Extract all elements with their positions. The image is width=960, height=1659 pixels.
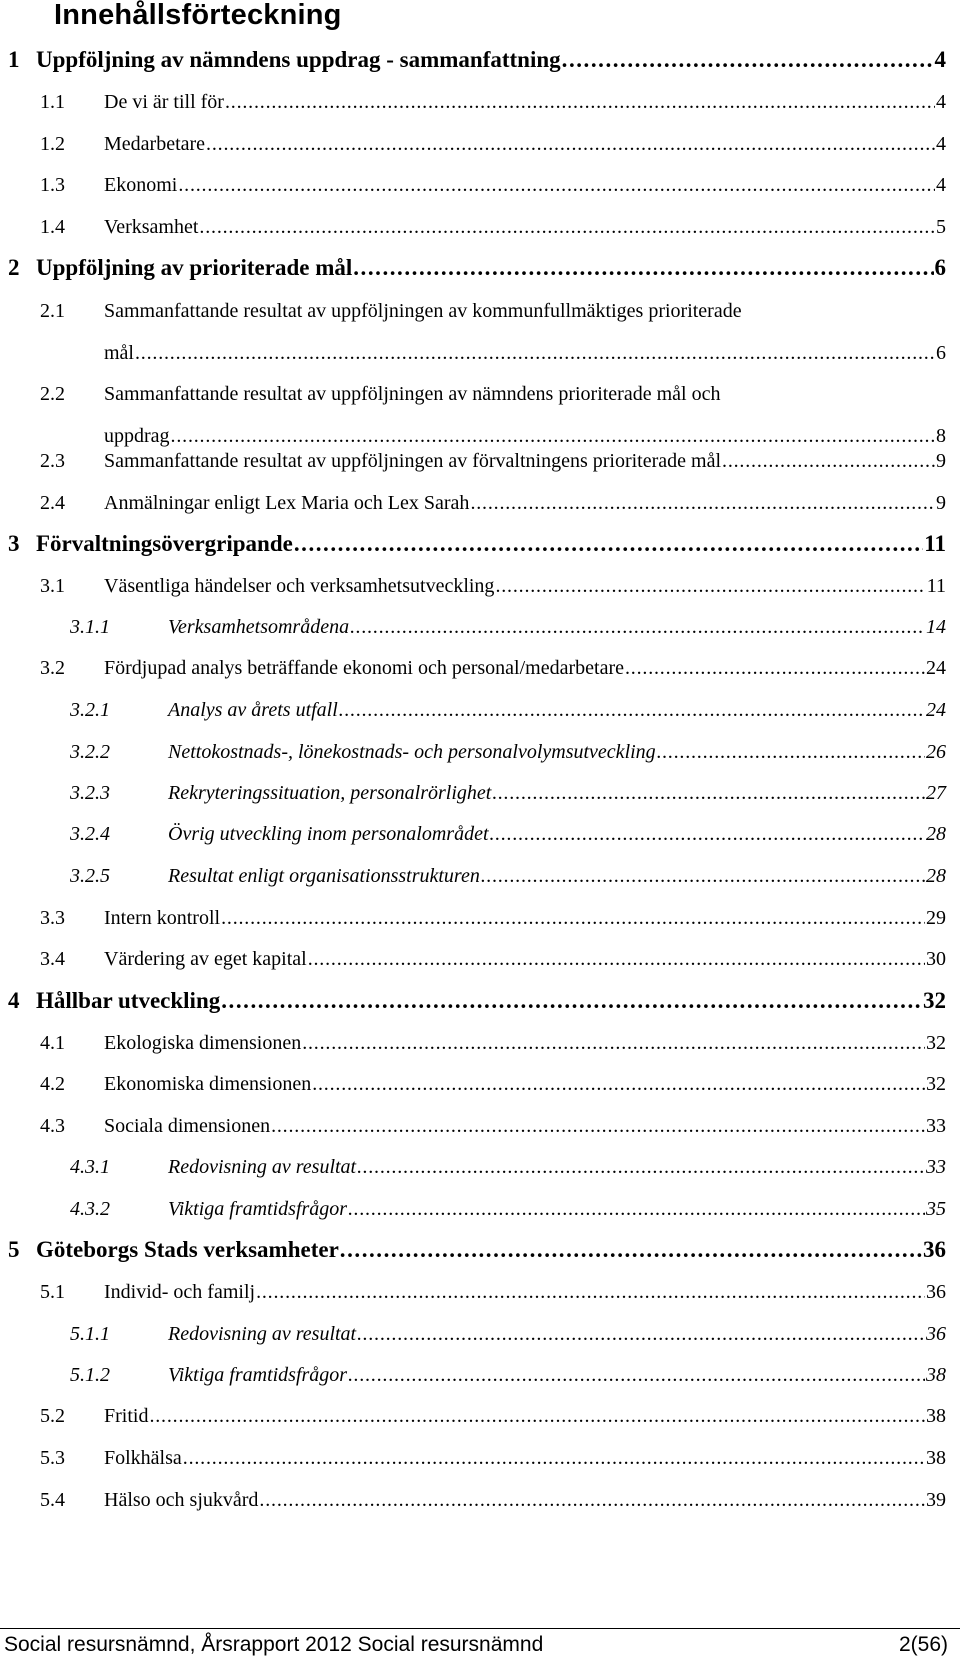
toc-entry-title: Övrig utveckling inom personalområdet bbox=[168, 823, 489, 845]
toc-entry-2-3[interactable] bbox=[0, 446, 960, 476]
toc-entry-page: 11 bbox=[926, 575, 946, 597]
toc-entry-page: 4 bbox=[934, 47, 946, 72]
toc-entry-page: 36 bbox=[926, 1323, 946, 1345]
toc-entry-number: 3.2.3 bbox=[70, 782, 110, 804]
toc-entry-page: 29 bbox=[926, 907, 946, 929]
toc-entry-number: 1.4 bbox=[40, 216, 65, 238]
dot-leader bbox=[470, 488, 935, 518]
toc-entry-title: Sammanfattande resultat av uppföljningen av förvaltningens prioriterade mål bbox=[104, 450, 722, 472]
toc-entry-page: 11 bbox=[924, 531, 946, 556]
toc-entry-3-2-5[interactable] bbox=[0, 861, 960, 891]
toc-entry-title: Fritid bbox=[104, 1405, 149, 1427]
toc-entry-number: 5.3 bbox=[40, 1447, 65, 1469]
dot-leader bbox=[495, 571, 925, 601]
toc-entry-number: 5 bbox=[8, 1237, 20, 1262]
toc-entry-line bbox=[104, 1443, 946, 1473]
toc-entry-1-2[interactable] bbox=[0, 129, 960, 159]
toc-entry-number: 5.1.1 bbox=[70, 1323, 110, 1345]
toc-entry-5-3[interactable] bbox=[0, 1443, 960, 1473]
toc-entry-number: 5.1.2 bbox=[70, 1364, 110, 1386]
toc-entry-page: 36 bbox=[926, 1281, 946, 1303]
toc-entry-5-2[interactable] bbox=[0, 1401, 960, 1431]
toc-entry-number: 5.1 bbox=[40, 1281, 65, 1303]
toc-entry-title: Ekologiska dimensionen bbox=[104, 1032, 302, 1054]
dot-leader bbox=[302, 1028, 925, 1058]
toc-entry-title: Anmälningar enligt Lex Maria och Lex Sarah bbox=[104, 492, 470, 514]
toc-entry-page: 6 bbox=[936, 342, 946, 364]
toc-entry-line bbox=[104, 129, 946, 159]
toc-entry-page: 26 bbox=[926, 741, 946, 763]
toc-entry-line bbox=[104, 653, 946, 683]
toc-entry-page: 9 bbox=[936, 492, 946, 514]
toc-entry-number: 2.3 bbox=[40, 450, 65, 472]
footer-document-title: Social resursnämnd, Årsrapport 2012 Social resursnämnd bbox=[4, 1633, 544, 1656]
toc-entry-page: 5 bbox=[936, 216, 946, 238]
toc-entry-3[interactable] bbox=[0, 529, 960, 559]
dot-leader bbox=[294, 529, 923, 559]
toc-entry-title: Väsentliga händelser och verksamhetsutveckling bbox=[104, 575, 495, 597]
toc-entry-line bbox=[104, 338, 946, 368]
toc-entry-title: Folkhälsa bbox=[104, 1447, 182, 1469]
toc-entry-number: 2.1 bbox=[40, 300, 65, 322]
toc-entry-page: 32 bbox=[926, 1073, 946, 1095]
toc-entry-line bbox=[104, 212, 946, 242]
toc-entry-4-1[interactable] bbox=[0, 1028, 960, 1058]
dot-leader bbox=[256, 1277, 925, 1307]
toc-entry-page: 36 bbox=[923, 1237, 946, 1262]
toc-entry-number: 4.3.1 bbox=[70, 1156, 110, 1178]
toc-entry-line bbox=[104, 944, 946, 974]
toc-entry-page: 32 bbox=[926, 1032, 946, 1054]
toc-entry-4-3[interactable] bbox=[0, 1111, 960, 1141]
toc-entry-line bbox=[104, 1277, 946, 1307]
toc-entry-page: 24 bbox=[926, 699, 946, 721]
toc-entry-title: De vi är till för bbox=[104, 91, 224, 113]
toc-entry-title: Rekryteringssituation, personalrörlighet bbox=[168, 782, 492, 804]
toc-entry-page: 27 bbox=[926, 782, 946, 804]
dot-leader bbox=[199, 212, 935, 242]
toc-entry-number: 2 bbox=[8, 255, 20, 280]
toc-entry-page: 14 bbox=[926, 616, 946, 638]
toc-entry-title: Intern kontroll bbox=[104, 907, 221, 929]
toc-entry-number: 4 bbox=[8, 988, 20, 1013]
toc-entry-line bbox=[104, 903, 946, 933]
dot-leader bbox=[348, 1194, 925, 1224]
toc-entry-3-3[interactable] bbox=[0, 903, 960, 933]
toc-entry-number: 4.3 bbox=[40, 1115, 65, 1137]
toc-entry-number: 3.2.2 bbox=[70, 741, 110, 763]
toc-entry-number: 2.2 bbox=[40, 383, 65, 405]
toc-entry-line bbox=[168, 819, 946, 849]
toc-entry-line bbox=[168, 861, 946, 891]
toc-entry-title: Viktiga framtidsfrågor bbox=[168, 1198, 348, 1220]
dot-leader bbox=[206, 129, 935, 159]
toc-entry-title: Sammanfattande resultat av uppföljningen av kommunfullmäktiges prioriterade bbox=[104, 300, 742, 322]
toc-entry-title: Hälso och sjukvård bbox=[104, 1489, 259, 1511]
toc-entry-3-4[interactable] bbox=[0, 944, 960, 974]
toc-entry-3-2-1[interactable] bbox=[0, 695, 960, 725]
toc-entry-line bbox=[36, 529, 946, 559]
toc-entry-page: 24 bbox=[926, 657, 946, 679]
toc-entry-title: Viktiga framtidsfrågor bbox=[168, 1364, 348, 1386]
toc-entry-number: 3.2.4 bbox=[70, 823, 110, 845]
toc-entry-5-1-2[interactable] bbox=[0, 1360, 960, 1390]
toc-entry-title: Göteborgs Stads verksamheter bbox=[36, 1237, 339, 1262]
toc-entry-line bbox=[36, 986, 946, 1016]
dot-leader bbox=[259, 1485, 925, 1515]
toc-entry-title: Fördjupad analys beträffande ekonomi och personal/medarbetare bbox=[104, 657, 624, 679]
toc-entry-line bbox=[104, 87, 946, 117]
toc-entry-line bbox=[168, 1152, 946, 1182]
toc-entry-page: 38 bbox=[926, 1447, 946, 1469]
dot-leader bbox=[625, 653, 925, 683]
toc-entry-number: 1.2 bbox=[40, 133, 65, 155]
toc-entry-page: 9 bbox=[936, 450, 946, 472]
toc-entry-page: 32 bbox=[923, 988, 946, 1013]
toc-entry-page: 6 bbox=[934, 255, 946, 280]
toc-entry-line bbox=[104, 1028, 946, 1058]
dot-leader bbox=[357, 1152, 925, 1182]
toc-entry-line bbox=[168, 695, 946, 725]
toc-entry-title: Individ- och familj bbox=[104, 1281, 256, 1303]
toc-entry-number: 3.1 bbox=[40, 575, 65, 597]
toc-entry-number: 3 bbox=[8, 531, 20, 556]
toc-entry-number: 3.4 bbox=[40, 948, 65, 970]
toc-entry-1[interactable] bbox=[0, 45, 960, 75]
dot-leader bbox=[183, 1443, 925, 1473]
toc-entry-title: Verksamhetsområdena bbox=[168, 616, 350, 638]
toc-entry-1-3[interactable] bbox=[0, 170, 960, 200]
dot-leader bbox=[353, 253, 933, 283]
toc-entry-line bbox=[36, 45, 946, 75]
toc-entry-title: Förvaltningsövergripande bbox=[36, 531, 293, 556]
toc-entry-line bbox=[168, 1319, 946, 1349]
dot-leader bbox=[312, 1069, 925, 1099]
dot-leader bbox=[221, 903, 925, 933]
toc-entry-title: Ekonomiska dimensionen bbox=[104, 1073, 312, 1095]
toc-entry-number: 1.3 bbox=[40, 174, 65, 196]
toc-entry-line bbox=[104, 1111, 946, 1141]
toc-entry-line bbox=[36, 253, 946, 283]
toc-entry-3-1[interactable] bbox=[0, 571, 960, 601]
toc-entry-page: 39 bbox=[926, 1489, 946, 1511]
toc-entry-number: 5.4 bbox=[40, 1489, 65, 1511]
toc-entry-line bbox=[104, 1069, 946, 1099]
dot-leader bbox=[350, 612, 925, 642]
footer-divider bbox=[0, 1628, 960, 1629]
toc-entry-line bbox=[104, 1401, 946, 1431]
toc-entry-page: 4 bbox=[936, 174, 946, 196]
toc-entry-title: Uppföljning av prioriterade mål bbox=[36, 255, 353, 280]
dot-leader bbox=[340, 1235, 922, 1265]
toc-entry-3-2-2[interactable] bbox=[0, 737, 960, 767]
toc-entry-5-1[interactable] bbox=[0, 1277, 960, 1307]
toc-entry-number: 3.3 bbox=[40, 907, 65, 929]
toc-entry-title: Resultat enligt organisationsstrukturen bbox=[168, 865, 480, 887]
toc-entry-title: Verksamhet bbox=[104, 216, 199, 238]
toc-entry-line bbox=[36, 1235, 946, 1265]
toc-entry-title: Sociala dimensionen bbox=[104, 1115, 271, 1137]
toc-entry-line bbox=[104, 1485, 946, 1515]
footer-page-number: 2(56) bbox=[898, 1633, 948, 1656]
toc-entry-2-2[interactable] bbox=[0, 379, 960, 451]
dot-leader bbox=[562, 45, 934, 75]
toc-entry-2-1[interactable] bbox=[0, 296, 960, 368]
toc-entry-number: 1.1 bbox=[40, 91, 65, 113]
toc-entry-number: 4.1 bbox=[40, 1032, 65, 1054]
toc-entry-line bbox=[168, 612, 946, 642]
dot-leader bbox=[339, 695, 925, 725]
dot-leader bbox=[481, 861, 925, 891]
page-title: Innehållsförteckning bbox=[54, 0, 342, 31]
toc-entry-title-continued: mål bbox=[104, 342, 134, 364]
toc-entry-1-1[interactable] bbox=[0, 87, 960, 117]
toc-entry-page: 8 bbox=[936, 425, 946, 447]
toc-entry-number: 1 bbox=[8, 47, 20, 72]
dot-leader bbox=[178, 170, 935, 200]
dot-leader bbox=[348, 1360, 925, 1390]
toc-entry-page: 38 bbox=[926, 1405, 946, 1427]
toc-entry-page: 28 bbox=[926, 865, 946, 887]
toc-entry-number: 4.2 bbox=[40, 1073, 65, 1095]
toc-entry-4-3-1[interactable] bbox=[0, 1152, 960, 1182]
toc-entry-number: 3.1.1 bbox=[70, 616, 110, 638]
toc-entry-3-2-3[interactable] bbox=[0, 778, 960, 808]
dot-leader bbox=[149, 1401, 925, 1431]
toc-entry-title: Nettokostnads-, lönekostnads- och personalvolymsutveckling bbox=[168, 741, 656, 763]
toc-entry-number: 3.2.5 bbox=[70, 865, 110, 887]
toc-entry-title: Värdering av eget kapital bbox=[104, 948, 307, 970]
dot-leader bbox=[490, 819, 926, 849]
toc-entry-title: Analys av årets utfall bbox=[168, 699, 338, 721]
toc-entry-page: 28 bbox=[926, 823, 946, 845]
toc-entry-5-4[interactable] bbox=[0, 1485, 960, 1515]
toc-entry-number: 2.4 bbox=[40, 492, 65, 514]
toc-entry-number: 3.2.1 bbox=[70, 699, 110, 721]
toc-entry-page: 30 bbox=[926, 948, 946, 970]
dot-leader bbox=[225, 87, 935, 117]
toc-entry-page: 4 bbox=[936, 91, 946, 113]
toc-entry-line bbox=[168, 737, 946, 767]
toc-entry-number: 3.2 bbox=[40, 657, 65, 679]
toc-entry-number: 4.3.2 bbox=[70, 1198, 110, 1220]
toc-entry-title: Ekonomi bbox=[104, 174, 178, 196]
toc-entry-number: 5.2 bbox=[40, 1405, 65, 1427]
toc-entry-title: Uppföljning av nämndens uppdrag - sammanfattning bbox=[36, 47, 561, 72]
toc-entry-page: 35 bbox=[926, 1198, 946, 1220]
toc-entry-4-3-2[interactable] bbox=[0, 1194, 960, 1224]
toc-entry-title: Redovisning av resultat bbox=[168, 1156, 357, 1178]
toc-entry-page: 4 bbox=[936, 133, 946, 155]
toc-entry-title: Sammanfattande resultat av uppföljningen av nämndens prioriterade mål och bbox=[104, 383, 721, 405]
toc-entry-page: 33 bbox=[926, 1156, 946, 1178]
dot-leader bbox=[657, 737, 925, 767]
toc-entry-line bbox=[168, 1194, 946, 1224]
dot-leader bbox=[135, 338, 935, 368]
toc-entry-page: 38 bbox=[926, 1364, 946, 1386]
dot-leader bbox=[308, 944, 925, 974]
toc-entry-page: 33 bbox=[926, 1115, 946, 1137]
toc-entry-2-4[interactable] bbox=[0, 488, 960, 518]
toc-entry-line bbox=[168, 1360, 946, 1390]
toc-entry-title: Hållbar utveckling bbox=[36, 988, 221, 1013]
toc-entry-3-1-1[interactable] bbox=[0, 612, 960, 642]
toc-entry-2[interactable] bbox=[0, 253, 960, 283]
toc-entry-line bbox=[104, 488, 946, 518]
toc-entry-5[interactable] bbox=[0, 1235, 960, 1265]
dot-leader bbox=[492, 778, 925, 808]
toc-entry-3-2-4[interactable] bbox=[0, 819, 960, 849]
toc-entry-line bbox=[104, 446, 946, 476]
toc-entry-4[interactable] bbox=[0, 986, 960, 1016]
toc-entry-title: Medarbetare bbox=[104, 133, 206, 155]
toc-entry-title-continued: uppdrag bbox=[104, 425, 170, 447]
toc-entry-4-2[interactable] bbox=[0, 1069, 960, 1099]
toc-entry-line bbox=[104, 571, 946, 601]
dot-leader bbox=[221, 986, 922, 1016]
toc-entry-line bbox=[104, 170, 946, 200]
dot-leader bbox=[271, 1111, 925, 1141]
toc-entry-line bbox=[168, 778, 946, 808]
toc-entry-title: Redovisning av resultat bbox=[168, 1323, 357, 1345]
dot-leader bbox=[722, 446, 935, 476]
dot-leader bbox=[357, 1319, 925, 1349]
toc-entry-1-4[interactable] bbox=[0, 212, 960, 242]
toc-entry-5-1-1[interactable] bbox=[0, 1319, 960, 1349]
toc-entry-3-2[interactable] bbox=[0, 653, 960, 683]
